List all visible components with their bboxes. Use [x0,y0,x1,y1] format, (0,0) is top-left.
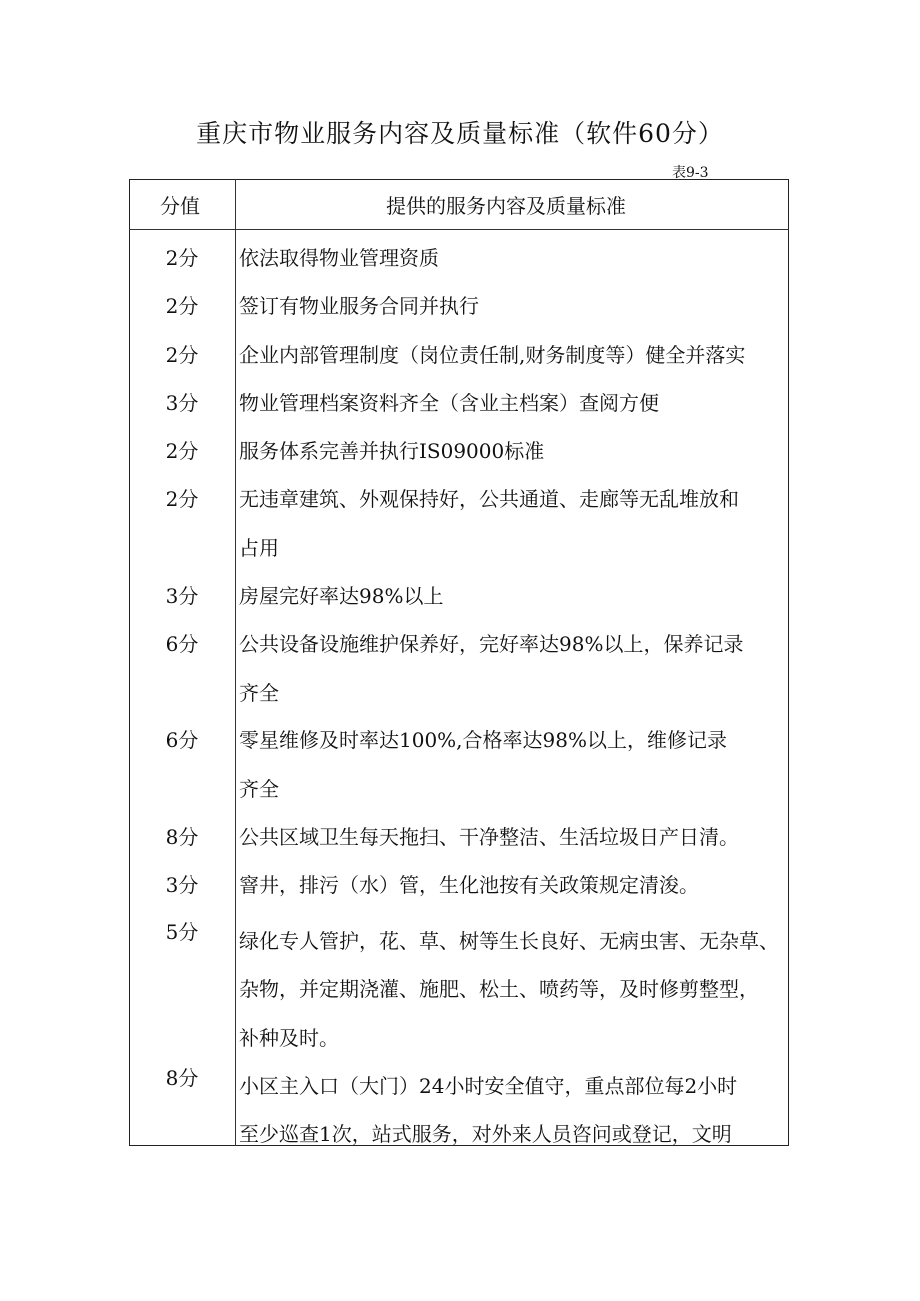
row-text: 窨井，排污（水）管，生化池按有关政策规定清浚。 [239,873,699,897]
row-text: 公共设备设施维护保养好，完好率达98%以上，保养记录 [239,632,744,656]
row-text: 零星维修及时率达100%,合格率达98%以上，维修记录 [239,728,727,752]
row-score: 2分 [165,246,199,270]
table-number: 表9-3 [672,165,709,181]
row-score: 2分 [165,294,199,318]
row-text: 公共区域卫生每天拖扫、干净整洁、生活垃圾日产日清。 [239,825,739,849]
row-text: 无违章建筑、外观保持好，公共通道、走廊等无乱堆放和 [239,487,739,511]
row-score: 6分 [165,632,199,656]
row-text: 小区主入口（大门）24小时安全值守，重点部位每2小时 [239,1074,738,1098]
row-score: 2分 [165,439,199,463]
column-divider [235,179,236,1146]
row-score: 6分 [165,728,199,752]
header-content: 提供的服务内容及质量标准 [386,194,626,218]
row-score: 2分 [165,343,199,367]
row-text: 占用 [239,536,279,560]
row-text: 服务体系完善并执行IS09000标准 [239,439,545,463]
row-score: 3分 [165,391,199,415]
row-text: 房屋完好率达98%以上 [239,584,444,608]
header-divider [129,229,789,230]
row-text: 绿化专人管护，花、草、树等生长良好、无病虫害、无杂草、 [239,929,779,953]
row-score: 3分 [165,584,199,608]
row-text: 至少巡查1次，站式服务，对外来人员咨问或登记，文明 [239,1122,732,1146]
row-score: 8分 [165,825,199,849]
row-text: 物业管理档案资料齐全（含业主档案）查阅方便 [239,391,659,415]
header-score: 分值 [160,194,200,218]
row-score: 3分 [165,873,199,897]
row-text: 签订有物业服务合同并执行 [239,294,479,318]
row-text: 企业内部管理制度（岗位责任制,财务制度等）健全并落实 [239,343,746,367]
row-text: 齐全 [239,777,279,801]
row-score: 2分 [165,487,199,511]
row-score: 8分 [165,1066,199,1090]
row-text: 补种及时。 [239,1026,339,1050]
page-title: 重庆市物业服务内容及质量标准（软件60分） [196,119,724,148]
row-text: 依法取得物业管理资质 [239,246,439,270]
row-text: 杂物，并定期浇灌、施肥、松土、喷药等，及时修剪整型， [239,977,759,1001]
row-score: 5分 [165,920,199,944]
row-text: 齐全 [239,681,279,705]
